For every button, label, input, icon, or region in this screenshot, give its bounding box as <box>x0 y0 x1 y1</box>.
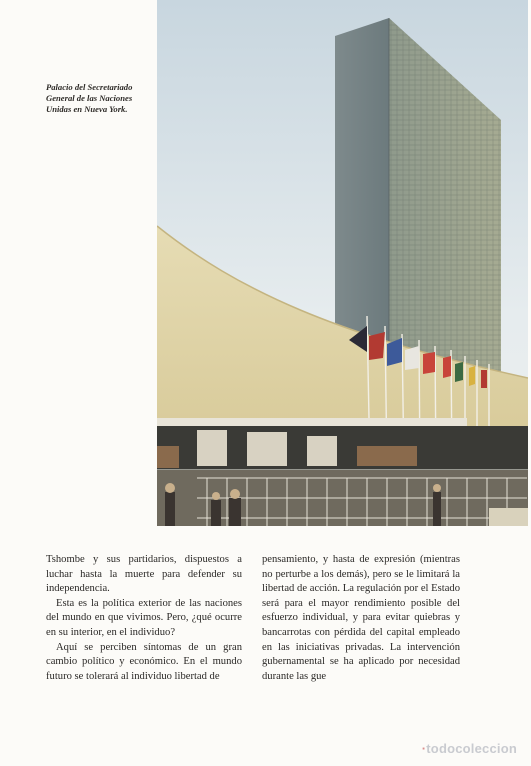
paragraph: Aquí se perciben síntomas de un gran cambio político y económico. En el mundo futuro se tolerará al individuo libertad de <box>46 641 242 682</box>
paragraph: Esta es la política exterior de las naciones del mundo en que vivimos. Pero, ¿qué ocurre en su interior, en el individuo? <box>46 597 242 638</box>
text-column-left <box>46 553 242 684</box>
paragraph: pensamiento, y hasta de expresión (mientras no perturbe a los demás), pero se le limitará la libertad de acción. La regulación por el Estado será para el mayor rendimiento posible del esfuerzo individual, y para evitar quiebras y bancarrotas con pérdida del capital empleado en las iniciativas privadas. La intervención gubernamental se ha aplicado por necesidad durante las gue <box>262 554 460 682</box>
paragraph: Tshombe y sus partidarios, dispuestos a luchar hasta la muerte para defender su independencia. <box>46 554 242 595</box>
watermark-logo: ·todocoleccion <box>421 741 517 756</box>
un-building-photo <box>157 0 528 526</box>
text-column-right <box>262 553 460 684</box>
photo-caption: Palacio del Secretariado General de las Naciones Unidas en Nueva York. <box>46 82 133 114</box>
